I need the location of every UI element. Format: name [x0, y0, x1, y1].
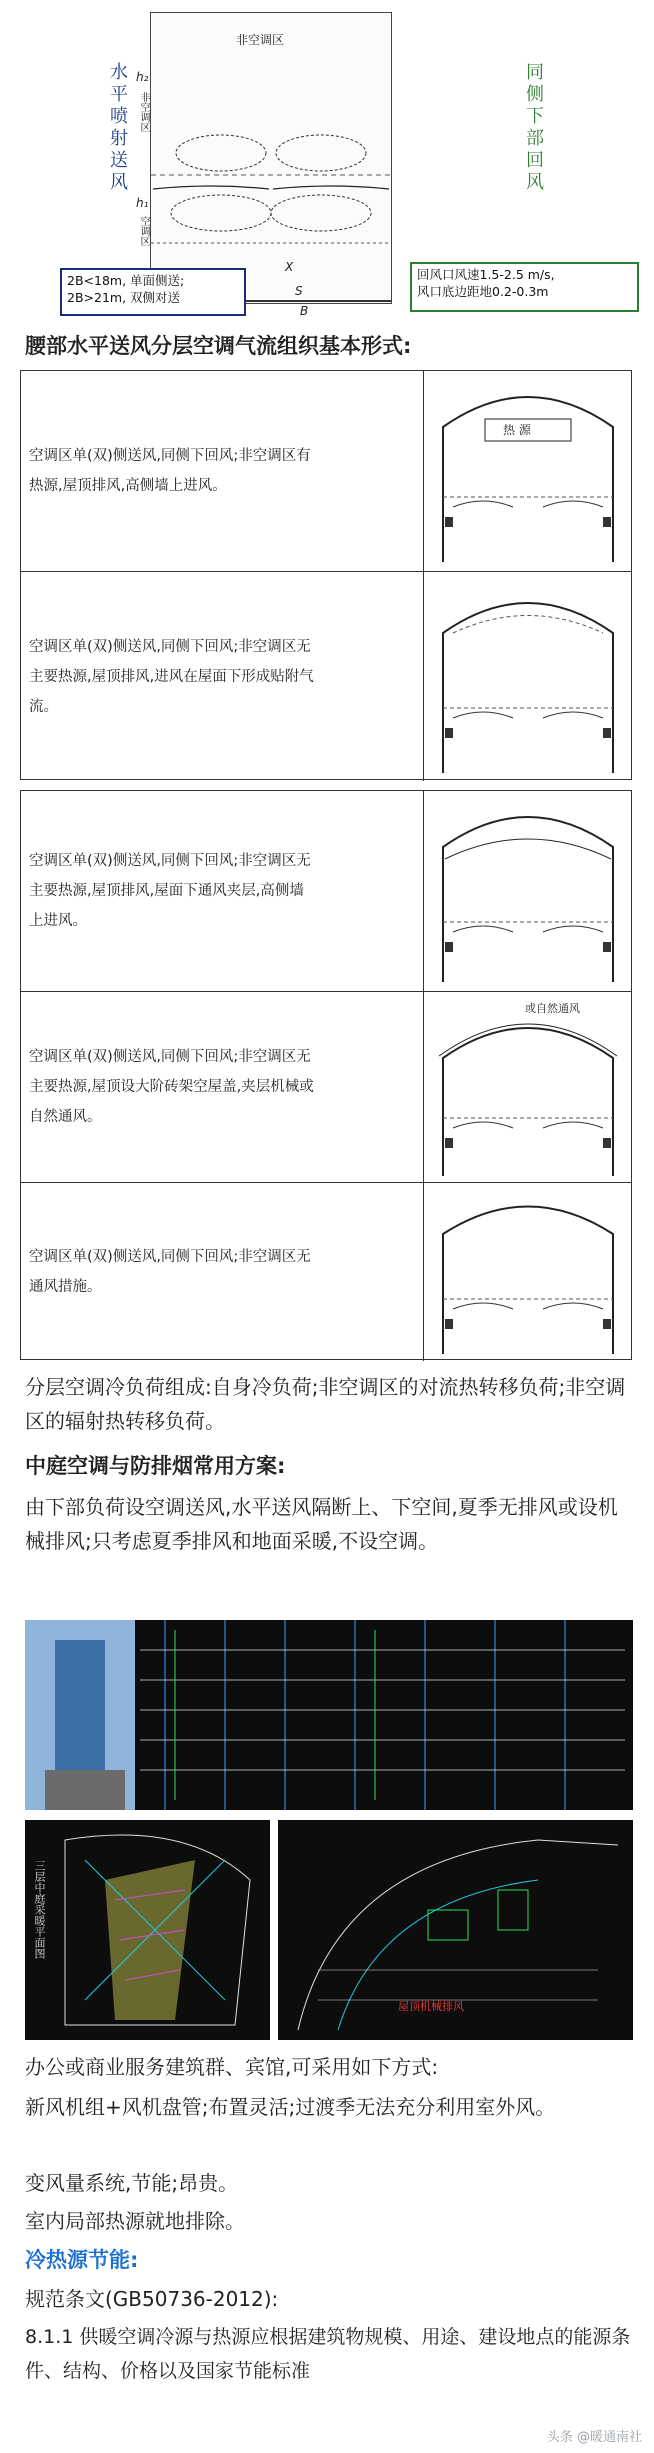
heading-main: 腰部水平送风分层空调气流组织基本形式: — [25, 334, 412, 358]
heat-source-label: 热 源 — [503, 423, 531, 437]
para-code: 规范条文(GB50736-2012): — [25, 2287, 279, 2311]
method-3-line-3: 上进风。 — [29, 913, 87, 929]
method-row-4 — [21, 991, 631, 1182]
method-table-1 — [20, 370, 632, 780]
heading-atrium: 中庭空调与防排烟常用方案: — [25, 1454, 286, 1478]
right-note-box — [410, 262, 639, 312]
dim-ac-vertical: 空调区 — [138, 216, 149, 246]
non-ac-zone-label: 非空调区 — [236, 33, 285, 47]
heading-cold-heat: 冷热源节能: — [25, 2248, 139, 2272]
method-4-line-1: 空调区单(双)侧送风,同侧下回风;非空调区无 — [29, 1049, 311, 1065]
method-2-line-1: 空调区单(双)侧送风,同侧下回风;非空调区无 — [29, 638, 311, 655]
method-row-5 — [21, 1182, 631, 1361]
cad-red-label: 屋顶机械排风 — [398, 2000, 464, 2013]
para-fresh: 新风机组+风机盘管;布置灵活;过渡季无法充分利用室外风。 — [25, 2095, 556, 2119]
airflow-section-diagram — [150, 12, 392, 304]
dim-h2: h₂ — [136, 70, 149, 84]
right-side-label: 同侧下部回风 — [523, 62, 544, 194]
method-sketch-5 — [433, 1189, 625, 1358]
method-text-3 — [29, 791, 414, 991]
building-photo-strip — [25, 1620, 633, 1810]
method-5-line-2: 通风措施。 — [29, 1279, 102, 1295]
para-atrium: 由下部负荷设空调送风,水平送风隔断上、下空间,夏季无排风或设机械排风;只考虑夏季排风和地面采暖,不设空调。 — [25, 1495, 618, 1553]
atrium-plan-right — [278, 1820, 633, 2040]
cad-vertical-label: 三层中庭采暖平面图 — [33, 1860, 46, 1959]
left-note-line1: 2B<18m, 单面侧送; — [67, 273, 185, 288]
method-row-1 — [21, 371, 631, 571]
method-4-line-2: 主要热源,屋顶设大阶砖架空屋盖,夹层机械或 — [29, 1079, 314, 1095]
method-text-1 — [29, 371, 414, 571]
method-text-4 — [29, 992, 414, 1182]
watermark: 头条 @暖通南社 — [546, 2430, 642, 2445]
method-text-2 — [29, 572, 414, 781]
left-note-line2: 2B>21m, 双侧对送 — [67, 290, 181, 305]
right-note-line1: 回风口风速1.5-2.5 m/s, — [417, 267, 555, 282]
airflow-section-svg — [151, 13, 391, 303]
dim-s: S — [295, 284, 303, 298]
method-1-line-2: 热源,屋顶排风,高侧墙上进风。 — [29, 478, 227, 494]
para-local: 室内局部热源就地排除。 — [25, 2209, 245, 2233]
dim-B: B — [300, 304, 309, 318]
method-2-line-2: 主要热源,屋顶排风,进风在屋面下形成贴附气 — [29, 668, 314, 685]
building-photo-svg — [25, 1620, 633, 1810]
para-vav: 变风量系统,节能;昂贵。 — [25, 2171, 239, 2195]
dim-non-ac-vertical: 非空调区 — [138, 92, 149, 132]
method-sketch-4 — [433, 998, 625, 1180]
dim-x: X — [285, 260, 294, 274]
method-row-2 — [21, 571, 631, 781]
para-clause: 8.1.1 供暖空调冷源与热源应根据建筑物规模、用途、建设地点的能源条件、结构、价格以及国家节能标准 — [25, 2326, 631, 2382]
method-table-2 — [20, 790, 632, 1360]
left-side-label: 水平喷射送风 — [107, 62, 128, 194]
method-4-line-3: 自然通风。 — [29, 1109, 102, 1125]
method-2-line-3: 流。 — [29, 698, 58, 715]
method-3-line-2: 主要热源,屋顶排风,屋面下通风夹层,高侧墙 — [29, 883, 304, 899]
method-3-line-1: 空调区单(双)侧送风,同侧下回风;非空调区无 — [29, 853, 311, 869]
method-row-3 — [21, 791, 631, 991]
method-1-line-1: 空调区单(双)侧送风,同侧下回风;非空调区有 — [29, 448, 311, 464]
atrium-plan-left — [25, 1820, 270, 2040]
para-load: 分层空调冷负荷组成:自身冷负荷;非空调区的对流热转移负荷;非空调区的辐射热转移负荷。 — [25, 1375, 626, 1433]
method-sketch-1 — [433, 377, 625, 566]
method-5-line-1: 空调区单(双)侧送风,同侧下回风;非空调区无 — [29, 1249, 311, 1265]
method-sketch-2 — [433, 578, 625, 777]
dim-h1: h₁ — [136, 196, 149, 210]
para-office: 办公或商业服务建筑群、宾馆,可采用如下方式: — [25, 2055, 439, 2079]
natural-ventilation-label: 或自然通风 — [525, 1002, 580, 1015]
left-note-box — [60, 268, 246, 316]
right-note-line2: 风口底边距地0.2-0.3m — [417, 284, 549, 299]
method-sketch-3 — [433, 797, 625, 986]
method-text-5 — [29, 1183, 414, 1361]
